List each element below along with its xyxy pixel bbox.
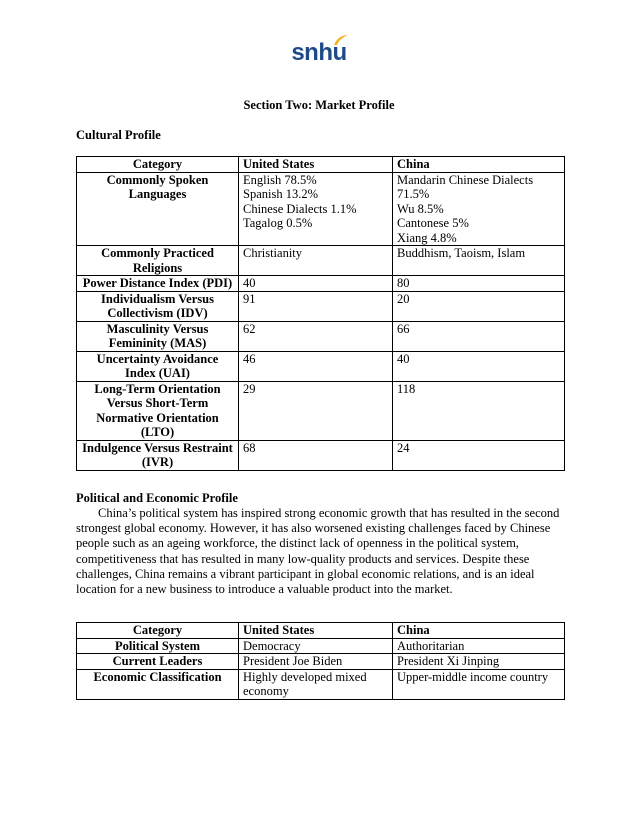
header-united-states: United States <box>239 157 393 173</box>
political-economic-table <box>76 622 565 700</box>
row-us-value: 62 <box>239 321 393 351</box>
header-china: China <box>393 623 565 639</box>
row-category: Uncertainty Avoidance Index (UAI) <box>77 351 239 381</box>
row-category: Individualism Versus Collectivism (IDV) <box>77 291 239 321</box>
row-china-value: Buddhism, Taoism, Islam <box>393 246 565 276</box>
page-title: Section Two: Market Profile <box>243 98 395 112</box>
row-us-value: 46 <box>239 351 393 381</box>
table-row <box>77 638 565 654</box>
row-us-value: President Joe Biden <box>239 654 393 670</box>
row-china-value: 24 <box>393 440 565 470</box>
table-row <box>77 654 565 670</box>
table-row <box>77 246 565 276</box>
cultural-profile-table <box>76 156 565 471</box>
row-us-value: 91 <box>239 291 393 321</box>
row-category: Indulgence Versus Restraint (IVR) <box>77 440 239 470</box>
cultural-profile-heading: Cultural Profile <box>76 128 161 142</box>
table-row <box>77 669 565 699</box>
row-china-value: 118 <box>393 381 565 440</box>
row-us-value: 68 <box>239 440 393 470</box>
table-header-row <box>77 623 565 639</box>
row-category: Political System <box>77 638 239 654</box>
table-row <box>77 381 565 440</box>
row-china-value: 40 <box>393 351 565 381</box>
row-us-value: 29 <box>239 381 393 440</box>
table-row <box>77 351 565 381</box>
header-china: China <box>393 157 565 173</box>
table-row <box>77 276 565 292</box>
row-category: Power Distance Index (PDI) <box>77 276 239 292</box>
row-china-value: Upper-middle income country <box>393 669 565 699</box>
header-category: Category <box>77 157 239 173</box>
row-category: Commonly Spoken Languages <box>77 172 239 246</box>
table-row <box>77 172 565 246</box>
row-china-value: 66 <box>393 321 565 351</box>
row-us-value: 40 <box>239 276 393 292</box>
logo-text: snhu <box>291 39 347 66</box>
row-category: Long-Term Orientation Versus Short-Term Normative Orientation (LTO) <box>77 381 239 440</box>
row-us-value: Democracy <box>239 638 393 654</box>
row-us-value: Highly developed mixed economy <box>239 669 393 699</box>
row-category: Masculinity Versus Femininity (MAS) <box>77 321 239 351</box>
header-category: Category <box>77 623 239 639</box>
table-row <box>77 440 565 470</box>
row-category: Economic Classification <box>77 669 239 699</box>
logo <box>0 38 638 68</box>
row-china-value: 20 <box>393 291 565 321</box>
row-category: Current Leaders <box>77 654 239 670</box>
table-row <box>77 321 565 351</box>
row-china-value: Authoritarian <box>393 638 565 654</box>
political-economic-heading: Political and Economic Profile <box>76 491 238 505</box>
row-china-value: 80 <box>393 276 565 292</box>
table-header-row <box>77 157 565 173</box>
political-economic-paragraph: China’s political system has inspired strong economic growth that has resulted in the second strongest global economy. However, it has also worsened existing challenges faced by Chinese people such as an ageing workforce, the distinct lack of openness in the political system, competitiveness that has resulted in many low-quality products and services. Despite these challenges, China remains a vibrant participant in global economic relations, and is an ideal location for a new business to introduce a valuable product into the market. <box>76 506 560 597</box>
row-us-value: Christianity <box>239 246 393 276</box>
logo-swoosh-icon <box>333 34 349 46</box>
table-row <box>77 291 565 321</box>
row-us-value: English 78.5% Spanish 13.2% Chinese Dialects 1.1% Tagalog 0.5% <box>239 172 393 246</box>
header-united-states: United States <box>239 623 393 639</box>
row-china-value: Mandarin Chinese Dialects 71.5% Wu 8.5% Cantonese 5% Xiang 4.8% <box>393 172 565 246</box>
row-china-value: President Xi Jinping <box>393 654 565 670</box>
row-category: Commonly Practiced Religions <box>77 246 239 276</box>
